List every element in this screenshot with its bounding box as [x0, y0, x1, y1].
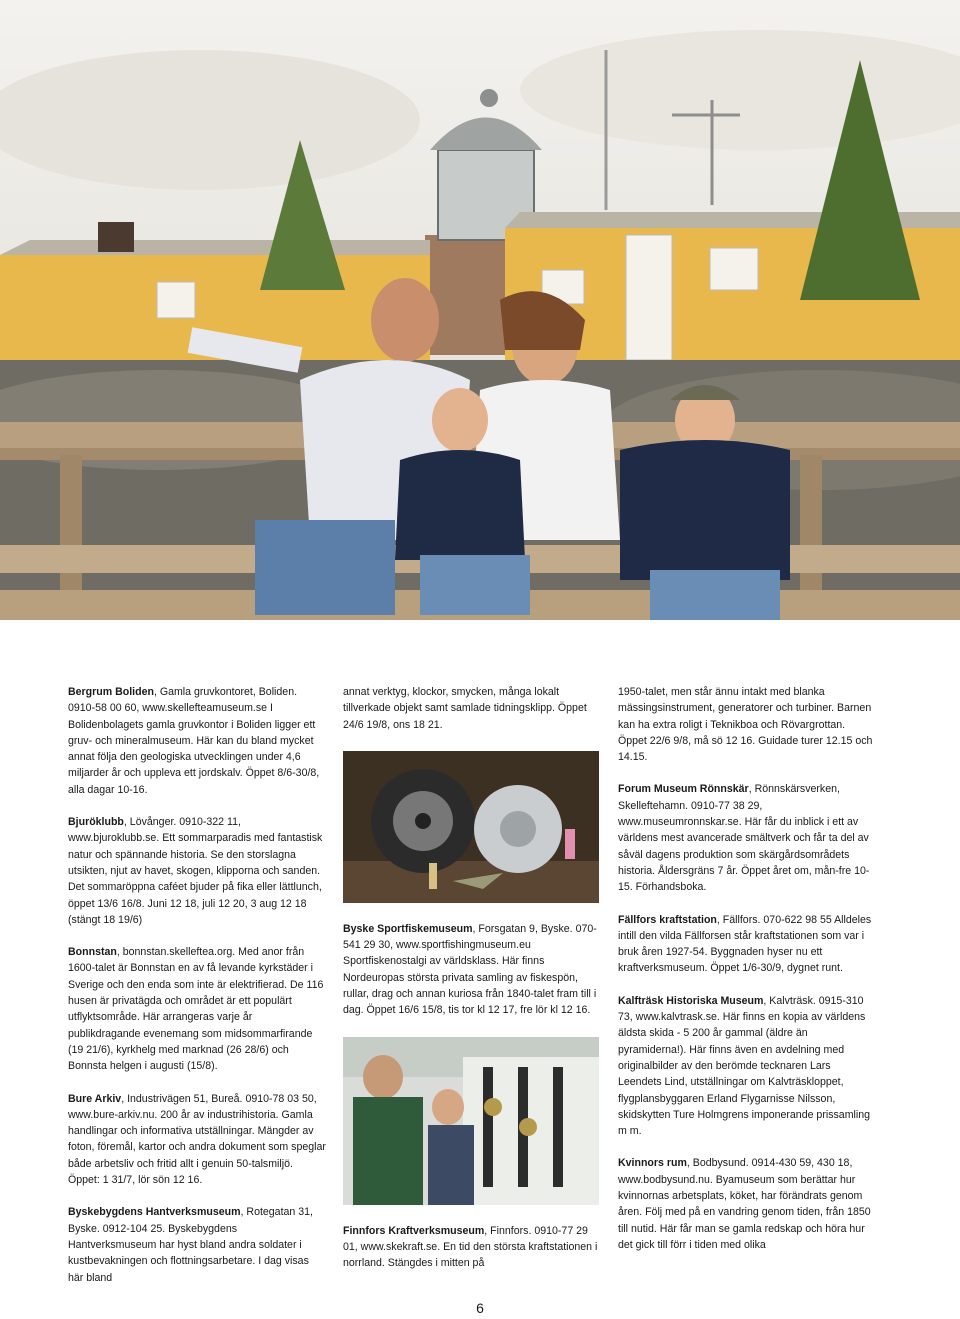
hero-photo-family-lighthouse	[0, 0, 960, 620]
entry-kalftrask-historiska-museum: Kalfträsk Historiska Museum, Kalvträsk. 0915-310 73, www.kalvtrask.se. Här finns en kopia av världens äldsta skida - 5 200 år gammal (äldre än pyramiderna!). Här finns även en avdelning med originalbilder av den berömde tecknaren Lars Leendets Lind, utställningar om Kalvträskloppet, flygplansbyggaren Erland Flygarnisse Nilsson, skidskytten Ture Holmgrens imponerande prissamling m m.	[618, 994, 871, 1138]
entry-forum-museum-ronnskar: Forum Museum Rönnskär, Rönnskärsverken, Skelleftehamn. 0910-77 38 29, www.museumronnskar.se. Här får du inblick i ett av världens mest avancerade smältverk och får ta del av såväl dagens produktion som skärgårdsområdets historia. Åldersgräns 7 år. Öppet året om, mån-fre 10-15. Förhandsboka.	[618, 783, 870, 894]
photo-power-station-visitors	[343, 1037, 599, 1205]
text-column-1	[68, 684, 326, 1302]
entry-byske-sportfiskemuseum: Byske Sportfiskemuseum, Forsgatan 9, Byske. 070-541 29 30, www.sportfishingmuseum.eu Sportfiskenostalgi av världsklass. Här finns Nordeuropas största privata samling av fiskespön, rullar, drag och annan kuriosa från 1840-talet fram till i dag. Öppet 16/6 15/8, tis tor kl 12 17, fre lör kl 12 16.	[343, 922, 597, 1017]
entry-finnfors-kraftverksmuseum: Finnfors Kraftverksmuseum, Finnfors. 0910-77 29 01, www.skekraft.se. En tid den största kraftstationen i norrland. Stängdes i mitten på	[343, 1224, 598, 1270]
entry-bure-arkiv: Bure Arkiv, Industrivägen 51, Bureå. 0910-78 03 50, www.bure-arkiv.nu. 200 år av industrihistoria. Gamla handlingar och informativa utställningar. Mängder av foton, föremål, kartor och andra dokument som speglar både arbetsliv och fritid allt i genuin 50-talsmiljö. Öppet: 1 31/7, lör sön 12 16.	[68, 1092, 326, 1187]
text-column-3	[618, 684, 876, 1269]
entry-fallfors-kraftstation: Fällfors kraftstation, Fällfors. 070-622 98 55 Alldeles intill den vilda Fällforsen står kraftstationen som var i bruk åren 1927-54. Byggnaden hyser nu ett kraftverksmuseum. Öppet 1/6-30/9, dygnet runt.	[618, 913, 872, 975]
entry-finnfors-continuation: 1950-talet, men står ännu intakt med blanka mässingsinstrument, generatorer och turbiner. Barnen kan ha extra roligt i Teknikboa och Rövargrottan. Öppet 22/6 9/8, må sö 12 16. Guidade turer 12.15 och 14.15.	[618, 686, 873, 764]
text-column-2	[343, 684, 601, 1288]
page-number: 6	[476, 1300, 484, 1316]
entry-byskebygdens-hantverksmuseum: Byskebygdens Hantverksmuseum, Rotegatan 31, Byske. 0912-104 25. Byskebygdens Hantverksmuseum har hyst bland andra soldater i kustbevakningen och flottningsarbetare. I dag visas här bland	[68, 1206, 313, 1284]
entry-bergrum-boliden: Bergrum Boliden, Gamla gruvkontoret, Boliden. 0910-58 00 60, www.skellefteamuseum.se I Bolidenbolagets gamla gruvkontor i Boliden ligger ett gruv- och mineralmuseum. Här kan du bland mycket annat följa den geologiska utvecklingen under 4,6 miljarder år och uppleva ett jordskalv. Öppet 8/6-30/8, alla dagar 10-16.	[68, 686, 320, 796]
entry-bjuroklubb: Bjuröklubb, Lövånger. 0910-322 11, www.bjuroklubb.se. Ett sommarparadis med fantastisk natur och spännande historia. Se den storslagna utsikten, njut av havet, skogen, klipporna och sanden. Det sommaröppna caféet bjuder på fika eller lättlunch, öppet 13/6 16/8. Juni 12 18, juli 12 20, 3 aug 12 18 (stängt 18 19/6)	[68, 816, 323, 926]
photo-fishing-reels	[343, 751, 599, 903]
entry-continuation: annat verktyg, klockor, smycken, många lokalt tillverkade objekt samt samlade tidningsklipp. Öppet 24/6 19/8, ons 18 21.	[343, 686, 587, 731]
entry-kvinnors-rum: Kvinnors rum, Bodbysund. 0914-430 59, 430 18, www.bodbysund.nu. Byamuseum som berättar hur kvinnornas arbetsplats, köket, har förändrats genom åren. Följ med på en vandring genom tiden, från 1850 till nutid. Här får man se gamla redskap och höra hur det gick till förr i tiden med olika	[618, 1157, 871, 1251]
entry-bonnstan: Bonnstan, bonnstan.skelleftea.org. Med anor från 1600-talet är Bonnstan en av få levande kyrkstäder i Sverige och den enda som inte är elektrifierad. De 116 husen är privatägda och området är ett populärt utflyktsområde. Här arrangeras varje år publikdragande evenemang som midsommarfirande (19 21/6), kyrkhelg med marknad (26 28/6) och Bonnsta helgen i augusti (15/8).	[68, 946, 324, 1073]
